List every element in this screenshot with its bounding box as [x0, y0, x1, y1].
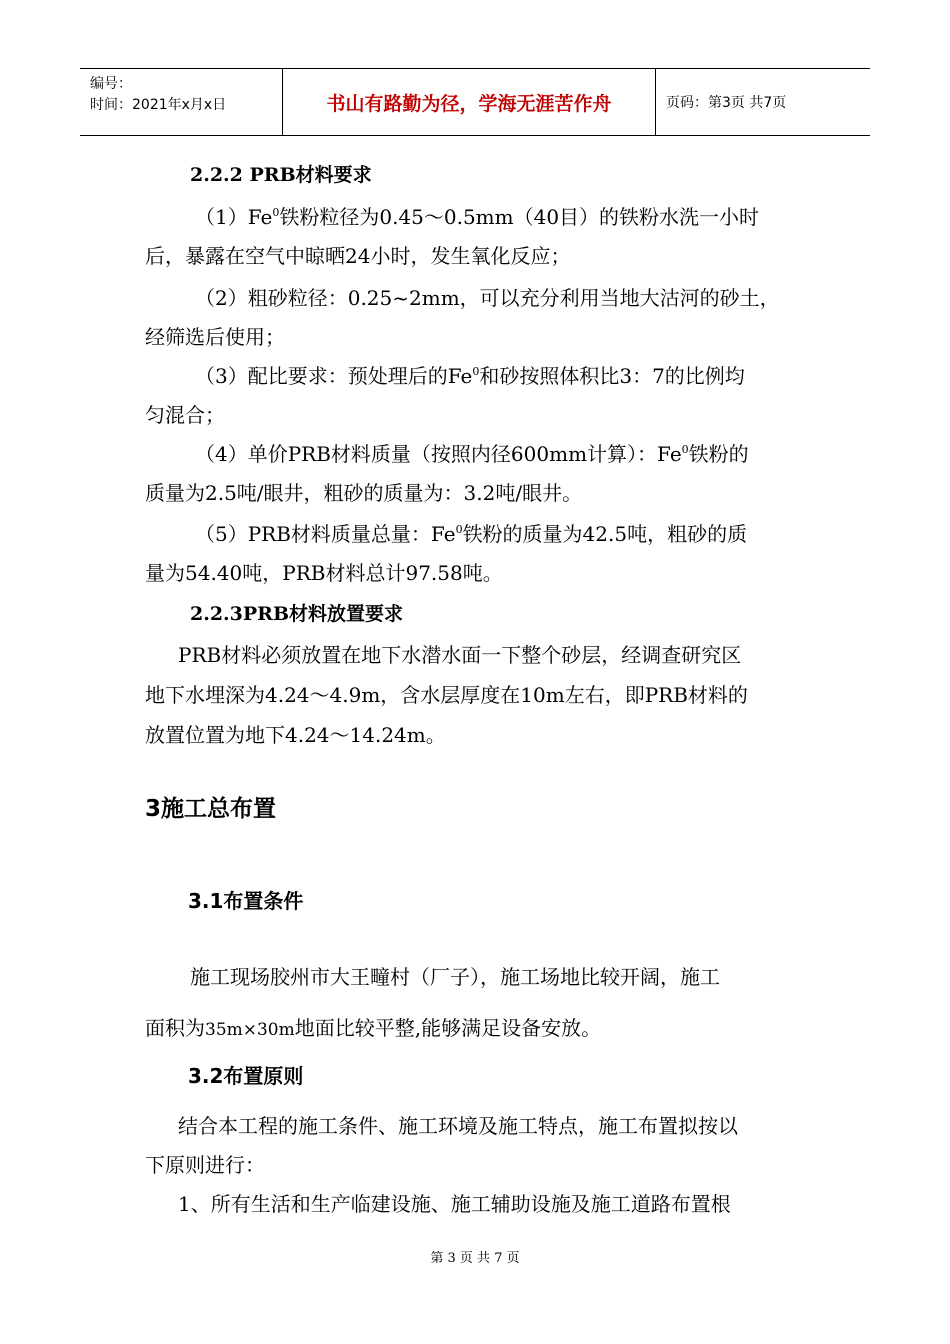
item4-line1: （4）单价PRB材料质量（按照内径600mm计算）：Fe$^0$铁粉的 [195, 442, 749, 466]
page-footer: 第 3 页 共 7 页 [430, 1251, 520, 1266]
item3-line1: （3）配比要求：预处理后的Fe$^0$和砂按照体积比3：7的比例均 [195, 364, 745, 388]
item2-line1: （2）粗砂粒径：0.25~2mm，可以充分利用当地大沽河的砂土， [195, 286, 780, 310]
item4-line2: 质量为2.5吨/眼井，粗砂的质量为：3.2吨/眼井。 [145, 481, 583, 505]
section-2-2-3-title: 2.2.3PRB材料放置要求 [190, 603, 404, 625]
number-label: 编号： [90, 76, 132, 92]
page-header [80, 68, 870, 136]
s223-line1: PRB材料必须放置在地下水潜水面一下整个砂层，经调查研究区 [178, 643, 742, 667]
section-3-1-title: 3.1布置条件 [188, 889, 304, 913]
item1-line2: 后，暴露在空气中晾晒24小时，发生氧化反应； [145, 244, 571, 268]
header-meta [80, 69, 283, 135]
section-3-title: 3施工总布置 [145, 796, 277, 822]
s31-line1: 施工现场胶州市大王疃村（厂子），施工场地比较开阔，施工 [190, 965, 720, 989]
s32-line3: 1、所有生活和生产临建设施、施工辅助设施及施工道路布置根 [178, 1192, 731, 1216]
s223-line3: 放置位置为地下4.24～14.24m。 [145, 723, 446, 747]
item1-line1: （1）Fe$^0$铁粉粒径为0.45～0.5mm（40目）的铁粉水洗一小时 [195, 205, 760, 229]
header-page-label: 页码：第3页 共7页 [666, 95, 787, 111]
s31-line2: 面积为35m×30m地面比较平整,能够满足设备安放。 [145, 1016, 602, 1040]
item5-line2: 量为54.40吨，PRB材料总计97.58吨。 [145, 561, 503, 585]
section-2-2-2-title: 2.2.2 PRB材料要求 [190, 164, 372, 186]
item2-line2: 经筛选后使用； [145, 325, 285, 349]
item5-line1: （5）PRB材料质量总量：Fe$^0$铁粉的质量为42.5吨，粗砂的质 [195, 522, 748, 546]
s32-line1: 结合本工程的施工条件、施工环境及施工特点，施工布置拟按以 [178, 1114, 738, 1138]
section-3-2-title: 3.2布置原则 [188, 1064, 304, 1088]
s223-line2: 地下水埋深为4.24～4.9m，含水层厚度在10m左右，即PRB材料的 [145, 683, 748, 707]
time-label: 时间：2021年x月x日 [90, 97, 227, 113]
header-motto: 书山有路勤为径，学海无涯苦作舟 [283, 69, 656, 135]
item3-line2: 匀混合； [145, 403, 225, 427]
s32-line2: 下原则进行： [145, 1153, 265, 1177]
